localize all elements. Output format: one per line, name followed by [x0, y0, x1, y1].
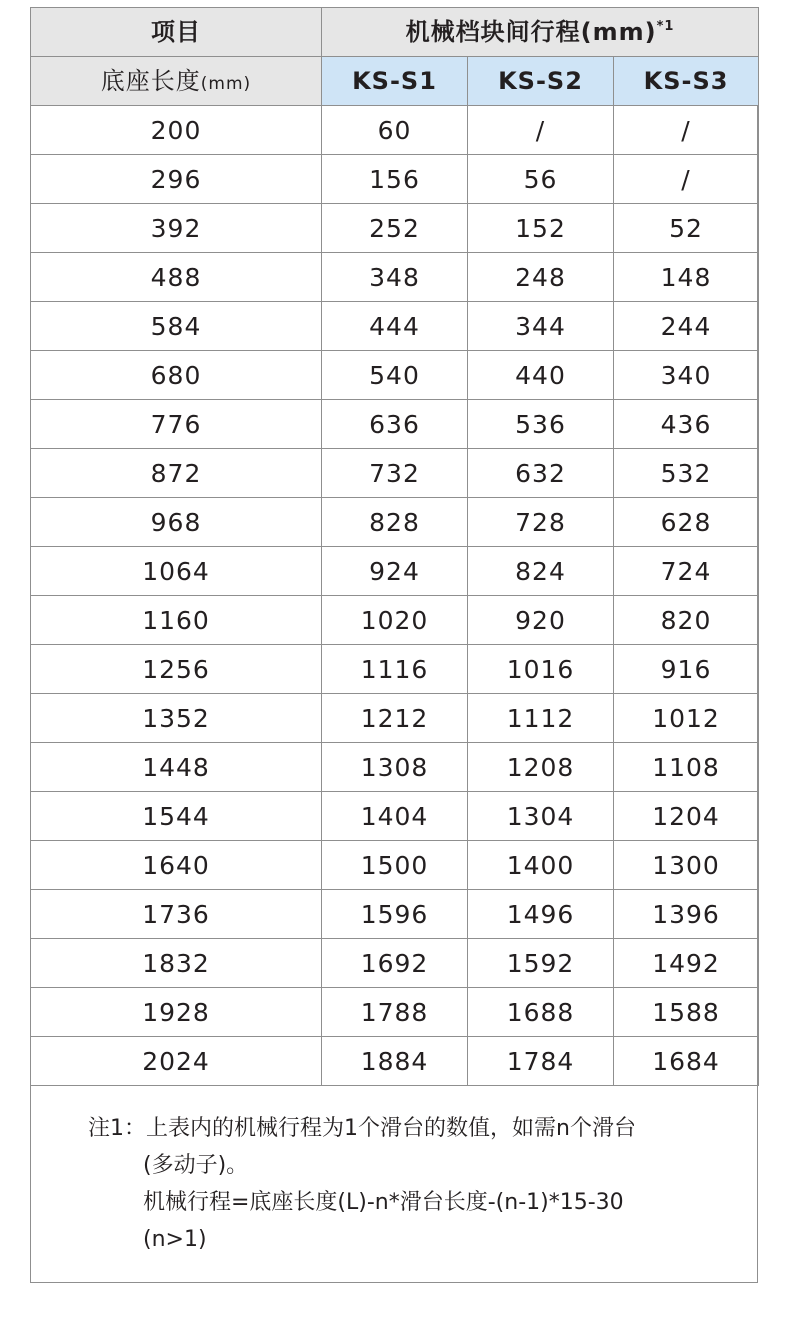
- ks-s2-stroke-cell: 1304: [468, 792, 614, 841]
- base-length-cell: 968: [31, 498, 322, 547]
- header-item: 项目: [31, 8, 322, 57]
- base-length-cell: 1640: [31, 841, 322, 890]
- ks-s3-stroke-cell: 436: [614, 400, 759, 449]
- table-row: [31, 1037, 759, 1086]
- subheader-row: [31, 57, 759, 106]
- table-row: [31, 792, 759, 841]
- ks-s1-stroke-cell: 924: [322, 547, 468, 596]
- base-length-cell: 776: [31, 400, 322, 449]
- ks-s3-stroke-cell: /: [614, 155, 759, 204]
- ks-s3-stroke-cell: 1204: [614, 792, 759, 841]
- note-line-2: (多动子)。: [143, 1153, 249, 1178]
- base-length-cell: 2024: [31, 1037, 322, 1086]
- ks-s1-stroke-cell: 252: [322, 204, 468, 253]
- base-length-cell: 680: [31, 351, 322, 400]
- table-row: [31, 841, 759, 890]
- note-condition: (n>1): [143, 1227, 207, 1252]
- model-header-ks-s3: KS-S3: [614, 57, 759, 106]
- ks-s1-stroke-cell: 828: [322, 498, 468, 547]
- base-length-cell: 1352: [31, 694, 322, 743]
- table-row: [31, 596, 759, 645]
- table-row: [31, 988, 759, 1037]
- ks-s1-stroke-cell: 156: [322, 155, 468, 204]
- base-length-cell: 488: [31, 253, 322, 302]
- base-length-cell: 1832: [31, 939, 322, 988]
- ks-s2-stroke-cell: 536: [468, 400, 614, 449]
- model-header-ks-s2: KS-S2: [468, 57, 614, 106]
- ks-s2-stroke-cell: 440: [468, 351, 614, 400]
- note-formula: 机械行程=底座长度(L)-n*滑台长度-(n-1)*15-30: [143, 1190, 624, 1215]
- table-row: [31, 449, 759, 498]
- table-row: [31, 547, 759, 596]
- base-length-cell: 1736: [31, 890, 322, 939]
- header-stroke: [322, 8, 759, 57]
- ks-s2-stroke-cell: 152: [468, 204, 614, 253]
- base-length-cell: 1448: [31, 743, 322, 792]
- base-length-cell: 1544: [31, 792, 322, 841]
- model-header-ks-s1: KS-S1: [322, 57, 468, 106]
- ks-s1-stroke-cell: 1212: [322, 694, 468, 743]
- ks-s1-stroke-cell: 1692: [322, 939, 468, 988]
- base-length-cell: 872: [31, 449, 322, 498]
- base-length-header: [31, 57, 322, 106]
- base-length-cell: 1064: [31, 547, 322, 596]
- ks-s3-stroke-cell: 1396: [614, 890, 759, 939]
- ks-s2-stroke-cell: 1496: [468, 890, 614, 939]
- ks-s1-stroke-cell: 1404: [322, 792, 468, 841]
- ks-s3-stroke-cell: 244: [614, 302, 759, 351]
- base-length-cell: 1160: [31, 596, 322, 645]
- ks-s1-stroke-cell: 60: [322, 106, 468, 155]
- ks-s3-stroke-cell: 724: [614, 547, 759, 596]
- table-row: [31, 351, 759, 400]
- ks-s3-stroke-cell: /: [614, 106, 759, 155]
- ks-s3-stroke-cell: 148: [614, 253, 759, 302]
- header-stroke-label: 机械档块间行程(mm): [405, 18, 657, 46]
- ks-s1-stroke-cell: 1020: [322, 596, 468, 645]
- ks-s1-stroke-cell: 636: [322, 400, 468, 449]
- ks-s1-stroke-cell: 1884: [322, 1037, 468, 1086]
- ks-s2-stroke-cell: 824: [468, 547, 614, 596]
- base-length-cell: 1256: [31, 645, 322, 694]
- ks-s1-stroke-cell: 444: [322, 302, 468, 351]
- base-length-cell: 392: [31, 204, 322, 253]
- ks-s3-stroke-cell: 1588: [614, 988, 759, 1037]
- ks-s3-stroke-cell: 1492: [614, 939, 759, 988]
- ks-s1-stroke-cell: 732: [322, 449, 468, 498]
- ks-s2-stroke-cell: 248: [468, 253, 614, 302]
- ks-s2-stroke-cell: 728: [468, 498, 614, 547]
- ks-s3-stroke-cell: 1300: [614, 841, 759, 890]
- ks-s3-stroke-cell: 916: [614, 645, 759, 694]
- table-row: [31, 645, 759, 694]
- ks-s3-stroke-cell: 340: [614, 351, 759, 400]
- stroke-table: [30, 7, 759, 1086]
- ks-s1-stroke-cell: 1116: [322, 645, 468, 694]
- ks-s2-stroke-cell: 1016: [468, 645, 614, 694]
- table-row: [31, 498, 759, 547]
- ks-s1-stroke-cell: 348: [322, 253, 468, 302]
- base-length-cell: 1928: [31, 988, 322, 1037]
- ks-s2-stroke-cell: 1592: [468, 939, 614, 988]
- ks-s1-stroke-cell: 1788: [322, 988, 468, 1037]
- ks-s2-stroke-cell: /: [468, 106, 614, 155]
- header-row: [31, 8, 759, 57]
- ks-s2-stroke-cell: 1688: [468, 988, 614, 1037]
- base-length-cell: 200: [31, 106, 322, 155]
- base-length-cell: 584: [31, 302, 322, 351]
- table-row: [31, 155, 759, 204]
- table-row: [31, 890, 759, 939]
- table-row: [31, 204, 759, 253]
- notes-block: [88, 1110, 728, 1258]
- table-row: [31, 400, 759, 449]
- table-row: [31, 694, 759, 743]
- base-length-label: 底座长度: [100, 67, 201, 95]
- ks-s3-stroke-cell: 52: [614, 204, 759, 253]
- ks-s2-stroke-cell: 56: [468, 155, 614, 204]
- table-row: [31, 939, 759, 988]
- ks-s3-stroke-cell: 820: [614, 596, 759, 645]
- ks-s1-stroke-cell: 540: [322, 351, 468, 400]
- ks-s2-stroke-cell: 920: [468, 596, 614, 645]
- ks-s2-stroke-cell: 1112: [468, 694, 614, 743]
- base-length-unit: (mm): [200, 74, 252, 94]
- ks-s1-stroke-cell: 1308: [322, 743, 468, 792]
- table-row: [31, 743, 759, 792]
- ks-s3-stroke-cell: 1108: [614, 743, 759, 792]
- ks-s1-stroke-cell: 1500: [322, 841, 468, 890]
- stroke-table-body: [31, 8, 759, 1086]
- ks-s2-stroke-cell: 1784: [468, 1037, 614, 1086]
- ks-s2-stroke-cell: 1208: [468, 743, 614, 792]
- ks-s2-stroke-cell: 344: [468, 302, 614, 351]
- table-row: [31, 302, 759, 351]
- ks-s3-stroke-cell: 1012: [614, 694, 759, 743]
- note-line-1: 注1：上表内的机械行程为1个滑台的数值，如需n个滑台: [88, 1116, 636, 1141]
- base-length-cell: 296: [31, 155, 322, 204]
- ks-s3-stroke-cell: 532: [614, 449, 759, 498]
- ks-s3-stroke-cell: 1684: [614, 1037, 759, 1086]
- table-row: [31, 106, 759, 155]
- ks-s3-stroke-cell: 628: [614, 498, 759, 547]
- ks-s2-stroke-cell: 632: [468, 449, 614, 498]
- header-stroke-footnote-mark: *1: [656, 19, 675, 34]
- ks-s1-stroke-cell: 1596: [322, 890, 468, 939]
- table-row: [31, 253, 759, 302]
- ks-s2-stroke-cell: 1400: [468, 841, 614, 890]
